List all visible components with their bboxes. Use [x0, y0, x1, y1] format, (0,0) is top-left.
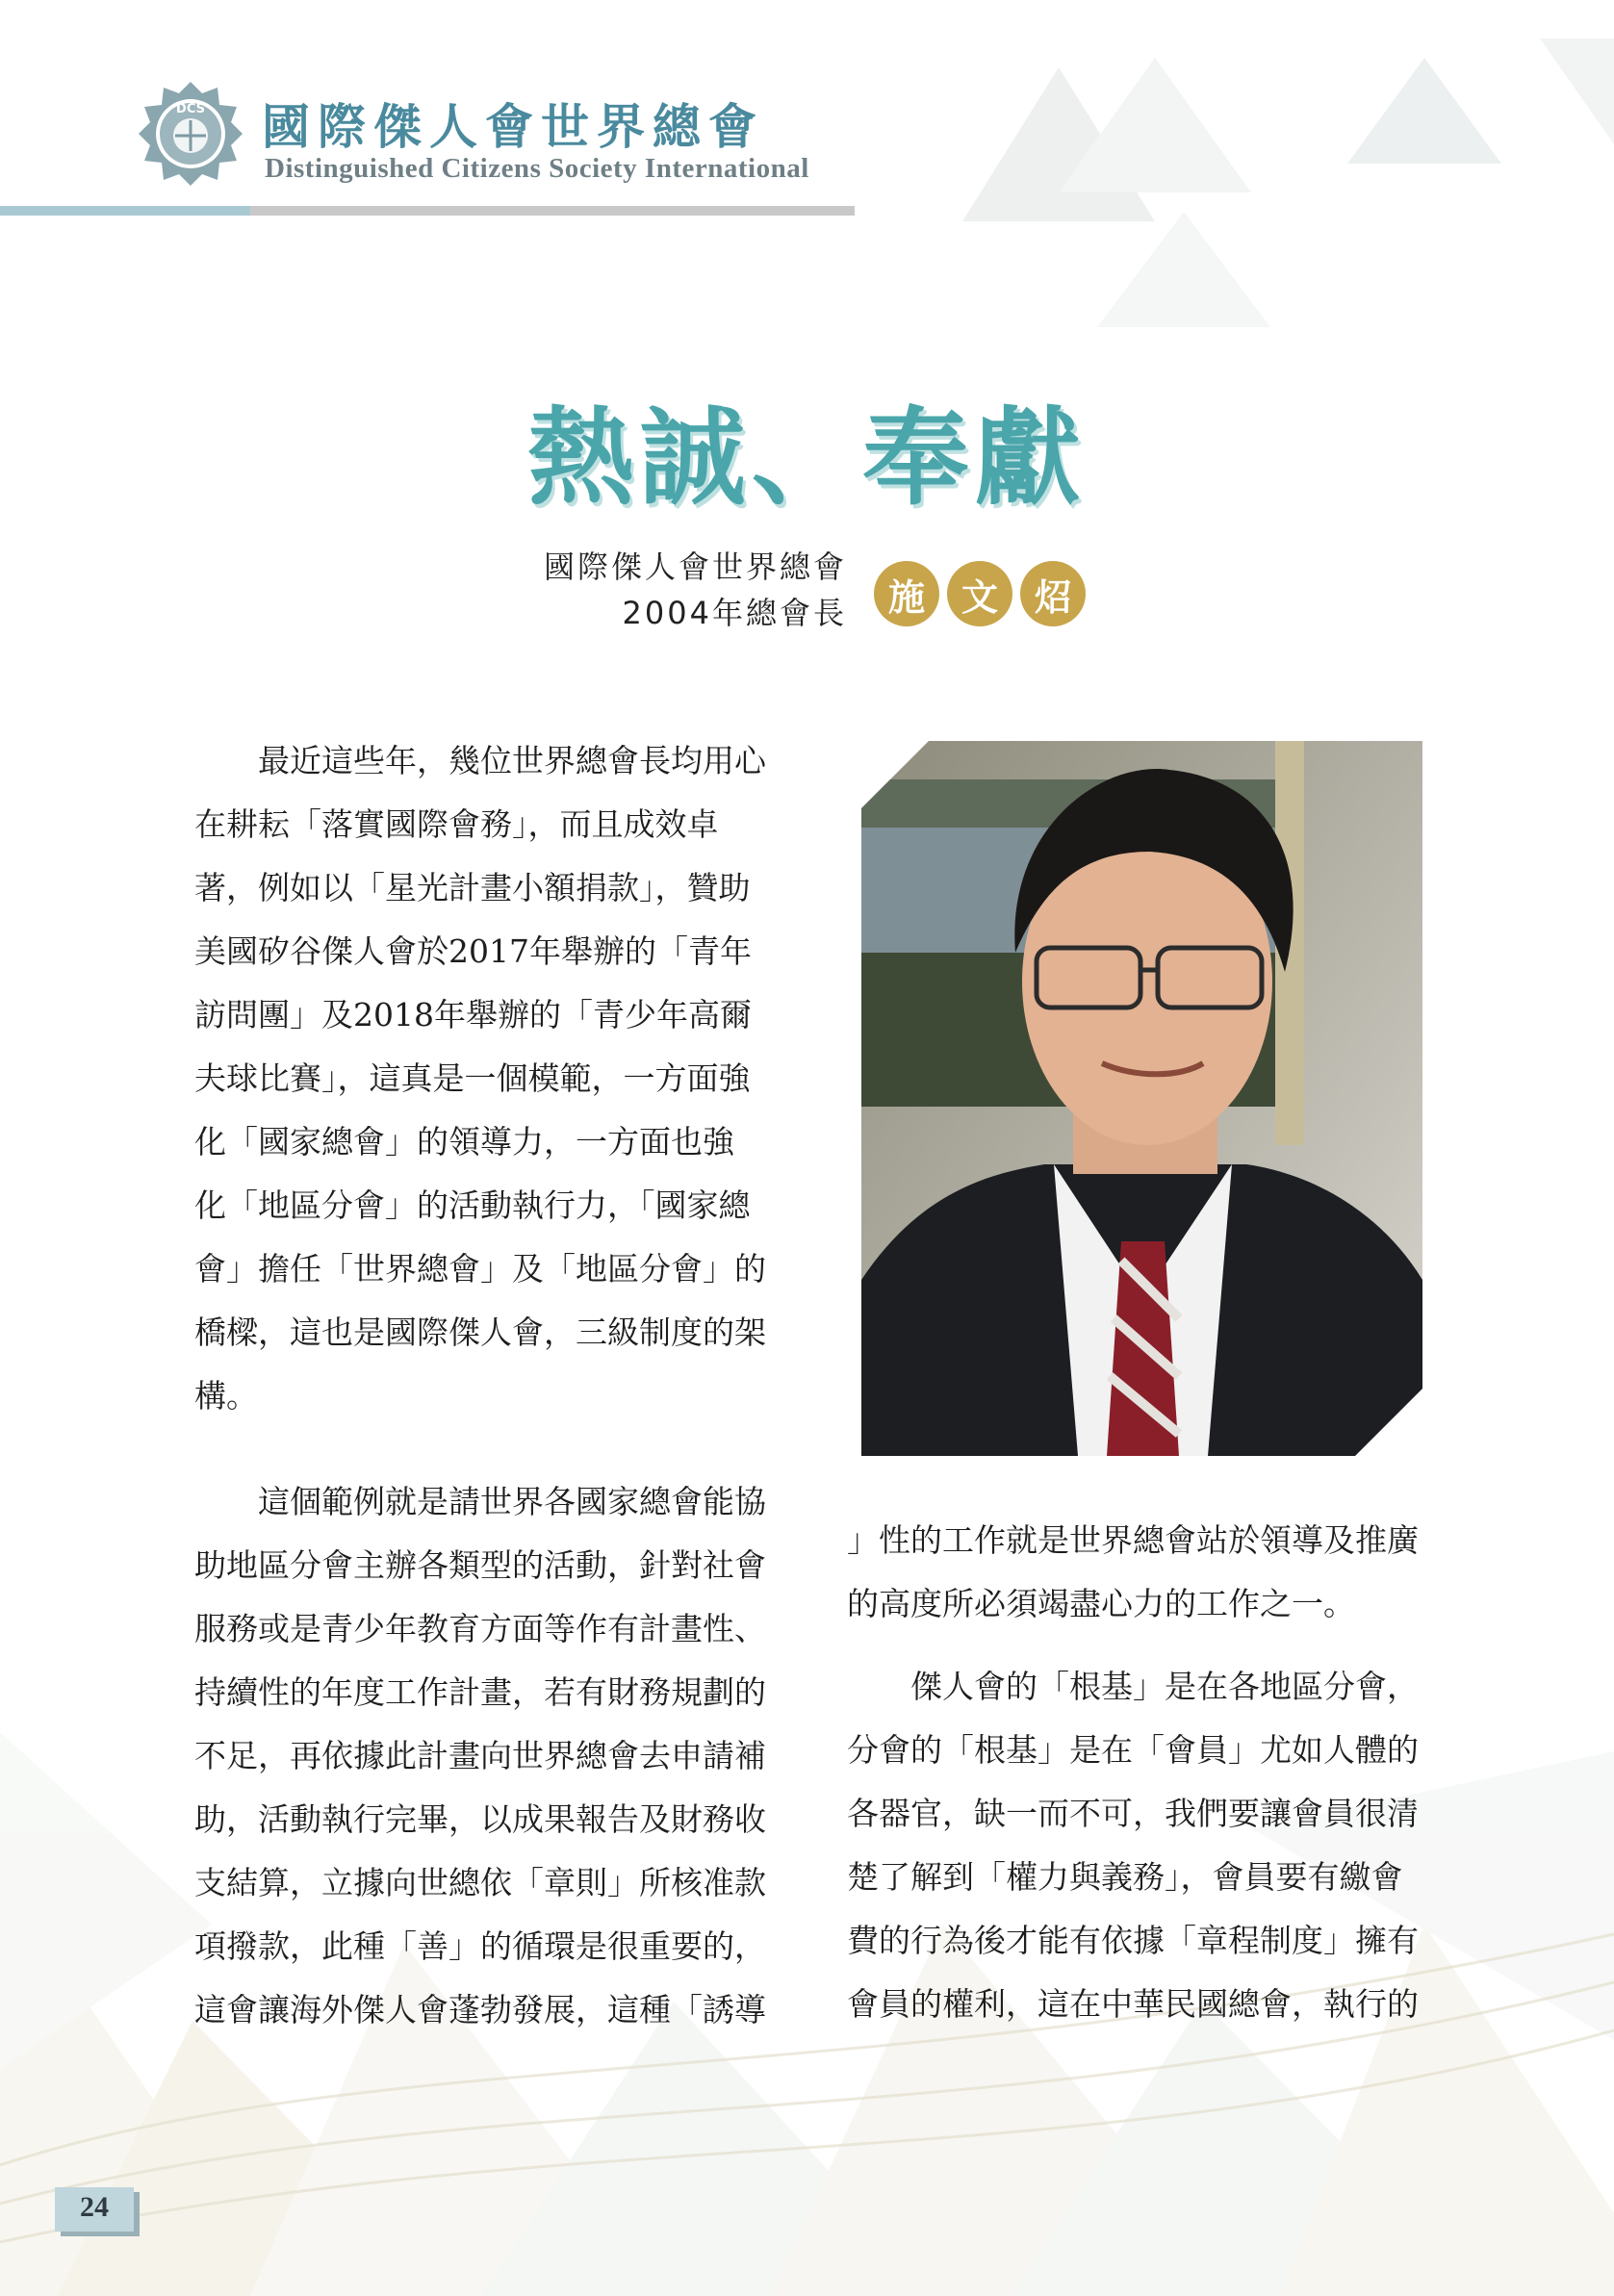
text-line: 助地區分會主辦各類型的活動，針對社會: [194, 1546, 766, 1584]
text-line: 傑人會的「根基」是在各地區分會，: [910, 1668, 1419, 1705]
author-name: [874, 561, 1086, 626]
logo-text: DCS: [176, 102, 205, 116]
text-line: 著，例如以「星光計畫小額捐款」，贊助: [194, 869, 751, 906]
body-paragraph-3: [847, 1655, 1444, 2036]
text-line: 夫球比賽」，這真是一個模範，一方面強: [194, 1059, 751, 1097]
dcs-logo-emblem: [137, 80, 244, 188]
body-paragraph-2-continued: [847, 1509, 1444, 1636]
article-title: 熱誠、奉獻: [527, 396, 1087, 520]
body-paragraph-2: [194, 1470, 791, 2042]
author-name-char: 炤: [1020, 561, 1086, 626]
text-line: 訪問團」及2018年舉辦的「青少年高爾: [194, 996, 752, 1033]
body-paragraph-1: [194, 729, 791, 1428]
author-name-char: 施: [874, 561, 939, 626]
text-line: 」性的工作就是世界總會站於領導及推廣: [847, 1521, 1419, 1559]
org-name-chinese: 國際傑人會世界總會: [262, 98, 764, 155]
text-line: 會」擔任「世界總會」及「地區分會」的: [194, 1250, 766, 1288]
byline: [544, 544, 847, 636]
text-line: 持續性的年度工作計畫，若有財務規劃的: [194, 1673, 766, 1711]
text-line: 最近這些年，幾位世界總會長均用心: [258, 742, 766, 779]
text-line: 服務或是青少年教育方面等作有計畫性、: [194, 1610, 766, 1647]
header-rule: [250, 206, 855, 216]
header-rule-accent: [0, 206, 250, 216]
text-line: 支結算，立據向世總依「章則」所核准款: [194, 1864, 766, 1901]
byline-role: 2004年總會長: [622, 595, 847, 631]
text-line: 在耕耘「落實國際會務」，而且成效卓: [194, 805, 719, 843]
text-line: 美國矽谷傑人會於2017年舉辦的「青年: [194, 932, 752, 970]
text-line: 助，活動執行完畢，以成果報告及財務收: [194, 1800, 766, 1838]
text-line: 橋樑，這也是國際傑人會，三級制度的架: [194, 1314, 766, 1351]
page-number: 24: [80, 2191, 109, 2223]
text-line: 化「國家總會」的領導力，一方面也強: [194, 1123, 734, 1161]
text-line: 費的行為後才能有依據「章程制度」擁有: [847, 1922, 1419, 1959]
text-line: 構。: [194, 1377, 258, 1415]
text-line: 項撥款，此種「善」的循環是很重要的，: [194, 1927, 766, 1965]
text-line: 分會的「根基」是在「會員」尤如人體的: [847, 1731, 1419, 1769]
text-line: 會員的權利，這在中華民國總會，執行的: [847, 1985, 1419, 2023]
org-name-english: Distinguished Citizens Society International: [265, 153, 809, 184]
text-line: 不足，再依據此計畫向世界總會去申請補: [194, 1737, 766, 1774]
byline-organization: 國際傑人會世界總會: [543, 548, 847, 585]
text-line: 化「地區分會」的活動執行力，「國家總: [194, 1186, 751, 1224]
text-line: 這會讓海外傑人會蓬勃發展，這種「誘導: [194, 1991, 766, 2028]
author-name-char: 文: [947, 561, 1012, 626]
text-line: 這個範例就是請世界各國家總會能協: [258, 1483, 766, 1520]
author-portrait-photo: [861, 741, 1422, 1456]
text-line: 楚了解到「權力與義務」，會員要有繳會: [847, 1858, 1403, 1896]
text-line: 的高度所必須竭盡心力的工作之一。: [847, 1585, 1355, 1622]
text-line: 各器官，缺一而不可，我們要讓會員很清: [847, 1795, 1419, 1832]
